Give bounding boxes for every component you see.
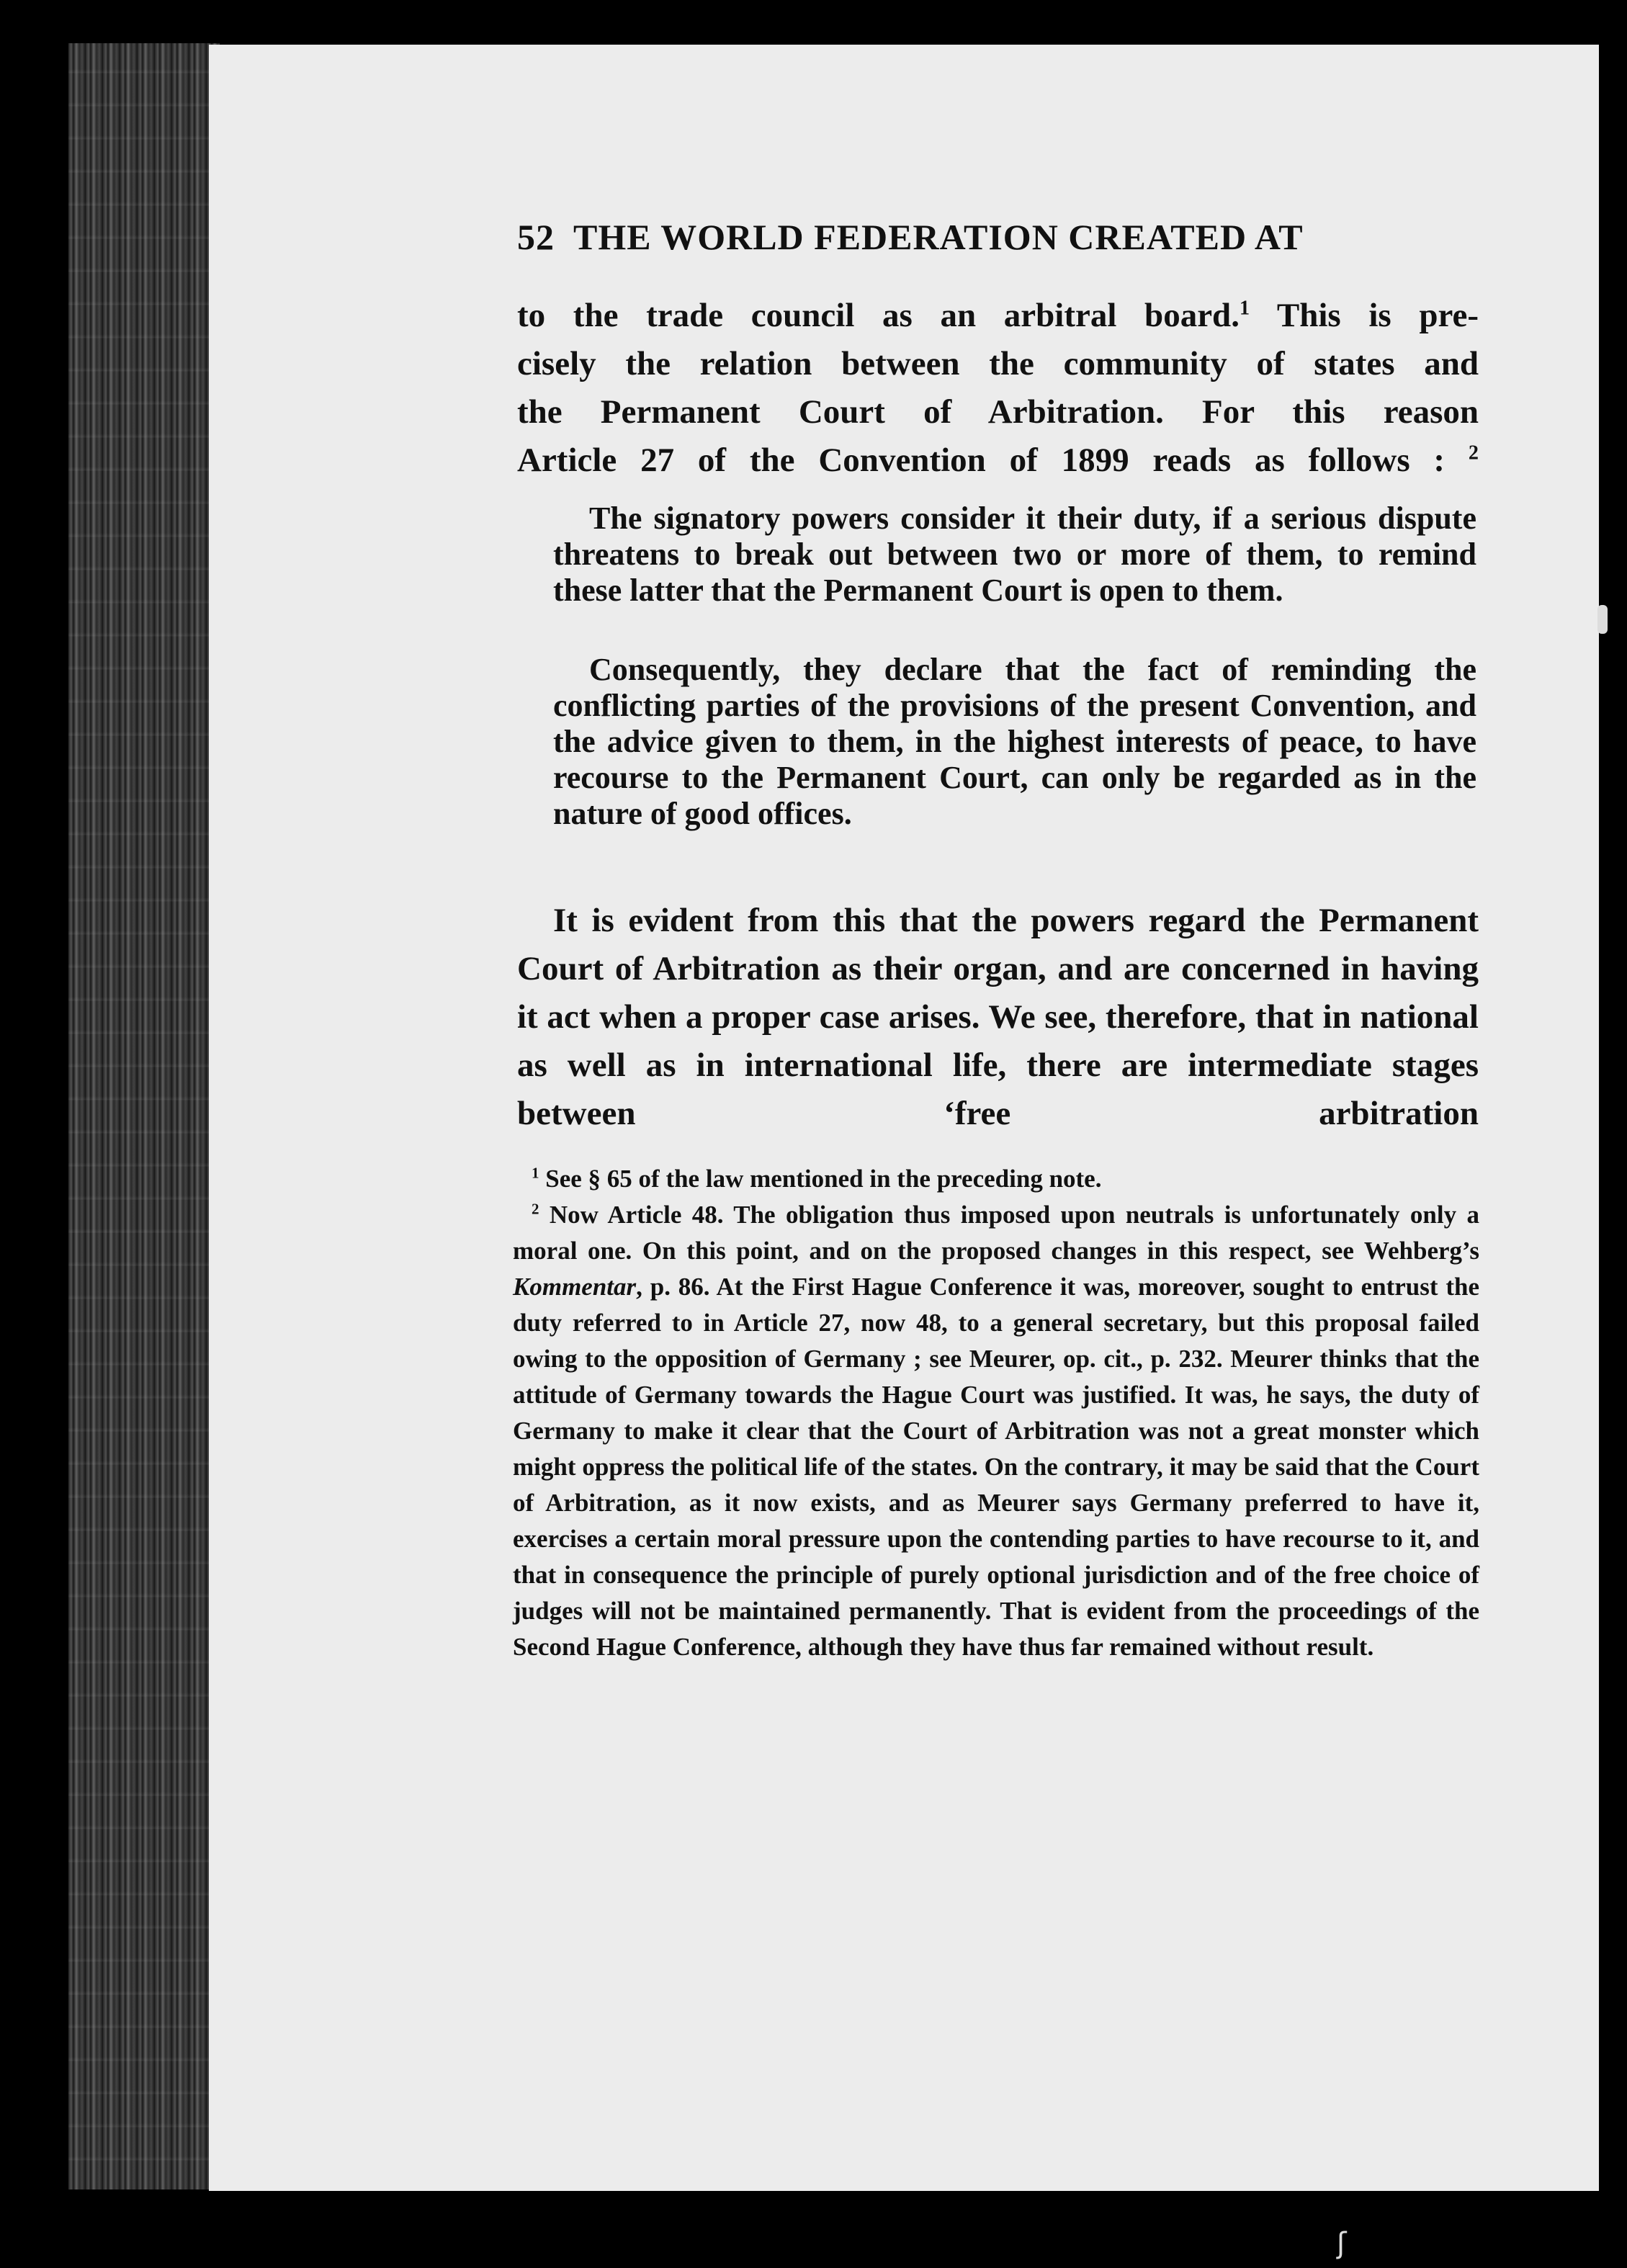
page-number: 52 — [517, 217, 555, 257]
footnote-1: $^1$ See § 65 of the law mentioned in the preceding note. — [532, 1164, 1102, 1193]
paragraph-2: It is evident from this that the powers regard the Permanent Court of Arbitration as their organ, and are concerned in having it act when a proper case arises. We see, therefore, that in national as well as in international life, there are intermediate stages between ‘free arbitration — [517, 902, 1479, 1132]
edge-mark — [1597, 605, 1608, 634]
paragraph-1-line-4: Article 27 of the Convention of 1899 reads as follows : $^2$ — [517, 442, 1479, 479]
paragraph-1-line-2: cisely the relation between the community of states and — [517, 345, 1479, 382]
footnotes — [513, 1161, 1479, 1665]
quote-paragraph-1: The signatory powers consider it their duty, if a serious dispute threatens to break out between two or more of them, to remind these latter that the Permanent Court is open to them. — [553, 501, 1476, 608]
footnote-ref-1: 1 — [1239, 297, 1250, 320]
paragraph-1-line-3: the Permanent Court of Arbitration. For this reason — [517, 393, 1479, 431]
footnote-ref-2: 2 — [1468, 442, 1479, 465]
running-head — [517, 216, 1399, 258]
footnote-2: $^2$ Now Article 48. The obligation thus imposed upon neutrals is unfortunately only a moral one. On this point, and on the proposed changes in this respect, see Wehberg’s Kommentar, p. 86. At the First Hague Conference it was, moreover, sought to entrust the duty referred to in Article 27, now 48, to a general secretary, but this proposal failed owing to the opposition of Germany ; see Meurer, op. cit., p. 232. Meurer thinks that the attitude of Germany towards the Hague Court was justified. It was, he says, the duty of Germany to make it clear that the Court of Arbitration was not a great monster which might oppress the political life of the states. On the contrary, it may be said that the Court of Arbitration, as it now exists, and as Meurer says Germany preferred to have it, exercises a certain moral pressure upon the contending parties to have recourse to it, and that in consequence the principle of purely optional jurisdiction and of the free choice of judges will not be maintained permanently. That is evident from the proceedings of the Second Hague Conference, although they have thus far remained without result. — [513, 1200, 1479, 1661]
footnote-2-italic: Kommentar — [513, 1273, 637, 1301]
corner-scribble: ʃ — [1337, 2227, 1347, 2260]
block-quote-1 — [553, 501, 1476, 609]
paragraph-1-line-1: to the trade council as an arbitral board.$^1$ This is pre- — [517, 297, 1479, 334]
paragraph-1 — [517, 292, 1479, 485]
block-quote-2 — [553, 652, 1476, 832]
running-title: THE WORLD FEDERATION CREATED AT — [573, 217, 1304, 257]
quote-paragraph-2: Consequently, they declare that the fact of reminding the conflicting parties of the provisions of the present Convention, and the advice given to them, in the highest interests of peace, to have recourse to the Permanent Court, can only be regarded as in the nature of good offices. — [553, 652, 1476, 831]
page-edge-strip — [68, 43, 220, 2189]
